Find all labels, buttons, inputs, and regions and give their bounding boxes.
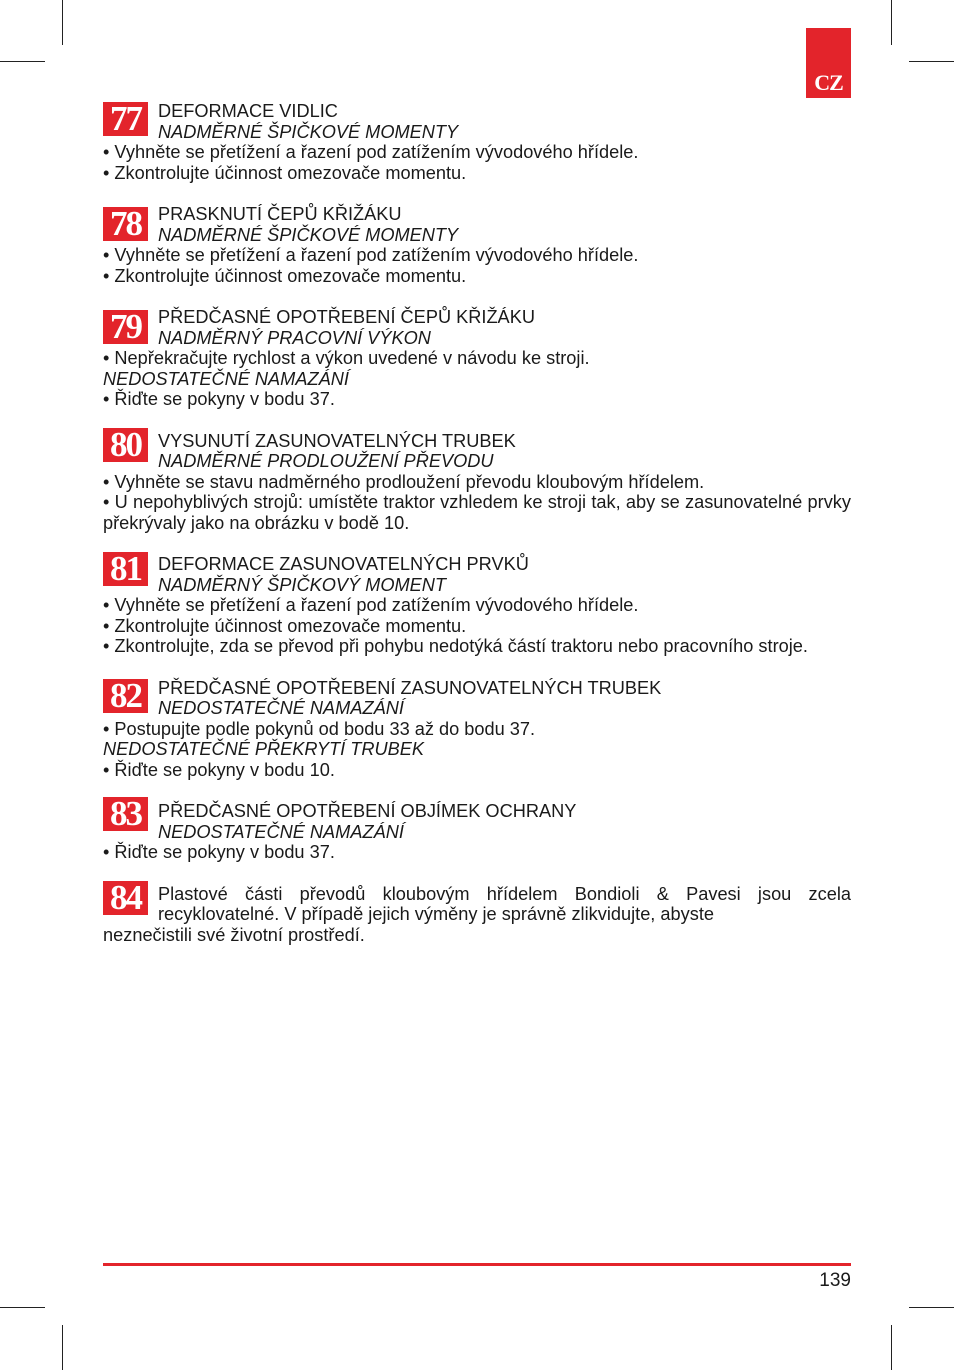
bullet-item: • Řiďte se pokyny v bodu 37. [103, 389, 335, 409]
bullet-item: • U nepohyblivých strojů: umístěte traktor vzhledem ke stroji tak, aby se zasunovatelné prvky překrývaly jako na obrázku v bodě 10. [103, 492, 851, 533]
section-title: PŘEDČASNÉ OPOTŘEBENÍ OBJÍMEK OCHRANY [158, 801, 577, 821]
language-tab-label: CZ [814, 70, 843, 95]
recycling-paragraph: Plastové části převodů kloubovým hřídelem Bondioli & Pavesi jsou zcela recyklovatelné. V případě jejich výměny je správně zlikvidujte, abyste [158, 883, 851, 924]
crop-mark-bottom-left-v [62, 1325, 63, 1370]
section-cause: NEDOSTATEČNÉ NAMAZÁNÍ [158, 698, 404, 718]
section-83 [103, 794, 851, 863]
section-79 [103, 307, 851, 410]
bullet-item: • Postupujte podle pokynů od bodu 33 až do bodu 37. [103, 718, 536, 739]
crop-mark-top-left-v [62, 0, 63, 45]
bullet-item: • Zkontrolujte účinnost omezovače momentu. [103, 162, 467, 183]
section-cause: NEDOSTATEČNÉ PŘEKRYTÍ TRUBEK [103, 739, 425, 759]
bullet-item: • Vyhněte se přetížení a řazení pod zatížením vývodového hřídele. [103, 595, 639, 615]
recycling-paragraph-end: neznečistili své životní prostředí. [103, 924, 365, 945]
crop-mark-top-left-h [0, 61, 45, 62]
crop-mark-bottom-right-h [909, 1307, 954, 1308]
section-number-badge: 84 [103, 881, 148, 915]
crop-mark-top-right-h [909, 61, 954, 62]
bullet-item: • Zkontrolujte, zda se převod při pohybu nedotýká částí traktoru nebo pracovního stroje. [103, 636, 808, 656]
section-number-badge: 82 [103, 679, 148, 713]
language-tab [806, 28, 851, 98]
footer-divider [103, 1263, 851, 1266]
section-number-badge: 79 [103, 310, 148, 344]
section-84 [103, 877, 851, 946]
section-number-badge: 77 [103, 102, 148, 136]
section-77 [103, 101, 851, 183]
bullet-item: • Vyhněte se přetížení a řazení pod zatížením vývodového hřídele. [103, 245, 639, 265]
main-content [103, 101, 851, 945]
section-title: PŘEDČASNÉ OPOTŘEBENÍ ZASUNOVATELNÝCH TRUBEK [158, 677, 662, 698]
crop-mark-bottom-left-h [0, 1307, 45, 1308]
bullet-item: • Nepřekračujte rychlost a výkon uvedené v návodu ke stroji. [103, 348, 590, 368]
section-title: PŘEDČASNÉ OPOTŘEBENÍ ČEPŮ KŘIŽÁKU [158, 307, 535, 327]
section-number-badge: 80 [103, 428, 148, 462]
section-cause: NADMĚRNÝ ŠPIČKOVÝ MOMENT [158, 574, 446, 595]
bullet-item: • Zkontrolujte účinnost omezovače momentu. [103, 615, 467, 636]
section-title: PRASKNUTÍ ČEPŮ KŘIŽÁKU [158, 204, 402, 224]
bullet-item: • Řiďte se pokyny v bodu 10. [103, 759, 335, 780]
section-number-badge: 78 [103, 207, 148, 241]
section-81 [103, 549, 851, 657]
bullet-item: • Zkontrolujte účinnost omezovače momentu. [103, 265, 467, 286]
section-82 [103, 675, 851, 781]
section-cause: NEDOSTATEČNÉ NAMAZÁNÍ [103, 368, 349, 389]
section-number-badge: 81 [103, 552, 148, 586]
section-cause: NADMĚRNÉ ŠPIČKOVÉ MOMENTY [158, 224, 459, 245]
section-cause: NADMĚRNÝ PRACOVNÍ VÝKON [158, 327, 431, 348]
crop-mark-bottom-right-v [891, 1325, 892, 1370]
crop-mark-top-right-v [891, 0, 892, 45]
section-title: DEFORMACE VIDLIC [158, 101, 338, 121]
section-78 [103, 204, 851, 286]
section-80 [103, 424, 851, 534]
section-number-badge: 83 [103, 797, 148, 831]
page-number: 139 [819, 1270, 851, 1291]
bullet-item: • Řiďte se pokyny v bodu 37. [103, 842, 335, 862]
section-title: VYSUNUTÍ ZASUNOVATELNÝCH TRUBEK [158, 430, 516, 451]
section-title: DEFORMACE ZASUNOVATELNÝCH PRVKŮ [158, 554, 529, 574]
bullet-item: • Vyhněte se přetížení a řazení pod zatížením vývodového hřídele. [103, 142, 639, 162]
bullet-item: • Vyhněte se stavu nadměrného prodloužení převodu kloubovým hřídelem. [103, 471, 705, 492]
section-cause: NEDOSTATEČNÉ NAMAZÁNÍ [158, 821, 404, 842]
section-cause: NADMĚRNÉ PRODLOUŽENÍ PŘEVODU [158, 451, 494, 471]
section-cause: NADMĚRNÉ ŠPIČKOVÉ MOMENTY [158, 121, 459, 142]
